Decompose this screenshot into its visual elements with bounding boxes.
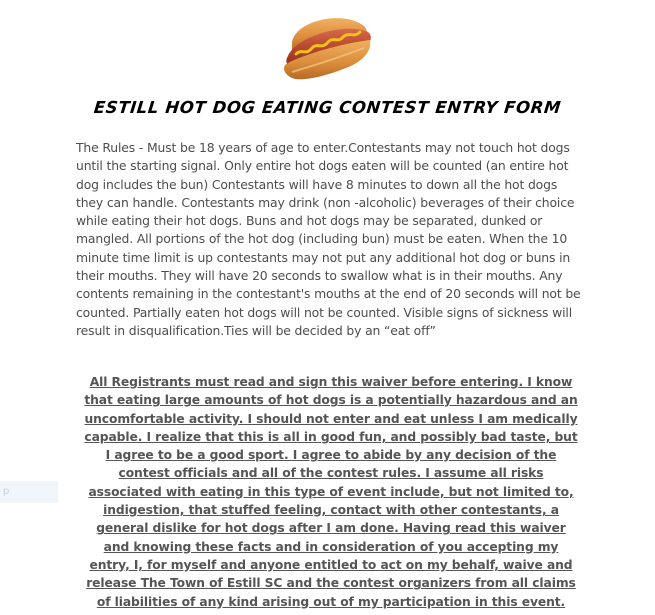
side-tab[interactable]: p (0, 481, 58, 503)
waiver-statement: All Registrants must read and sign this waiver before entering. I know that eating large amounts of hot dogs is a potentially hazardous and an uncomfortable activity. I should not enter and eat unless I am medically capable. I realize that this is all in good fun, and possibly bad taste, but I agree to be a good sport. I agree to abide by any decision of the contest officials and all of the contest rules. I assume all risks associated with eating in this type of event include, but not limited to, indigestion, that stuffed feeling, contact with other contestants, a general dislike for hot dogs after I am done. Having read this waiver and knowing these facts and in consideration of you accepting my entry, I, for myself and anyone entitled to act on my behalf, waive and release The Town of Estill SC and the contest organizers from all claims of liabilities of any kind arising out of my participation in this event. (84, 375, 578, 609)
page-title: ESTILL HOT DOG EATING CONTEST ENTRY FORM (92, 98, 563, 117)
hot-dog-image (282, 6, 374, 88)
hot-dog-icon (282, 6, 374, 88)
contest-rules: The Rules - Must be 18 years of age to enter.Contestants may not touch hot dogs until the starting signal. Only entire hot dogs eaten will be counted (an entire hot dog includes the bun) Contestants will have 8 minutes to down all the hot dogs they can handle. Contestants may drink (non -alcoholic) beverages of their choice while eating their hot dogs. Buns and hot dogs may be separated, dunked or mangled. All portions of the hot dog (including bun) must be eaten. When the 10 minute time limit is up contestants may not put any additional hot dog or buns in their mouths. They will have 20 seconds to swallow what is in their mouths. Any contents remaining in the contestant's mouths at the end of 20 seconds will not be counted. Partially eaten hot dogs will not be counted. Visible signs of sickness will result in disqualification.Ties will be decided by an “eat off” (76, 140, 581, 338)
